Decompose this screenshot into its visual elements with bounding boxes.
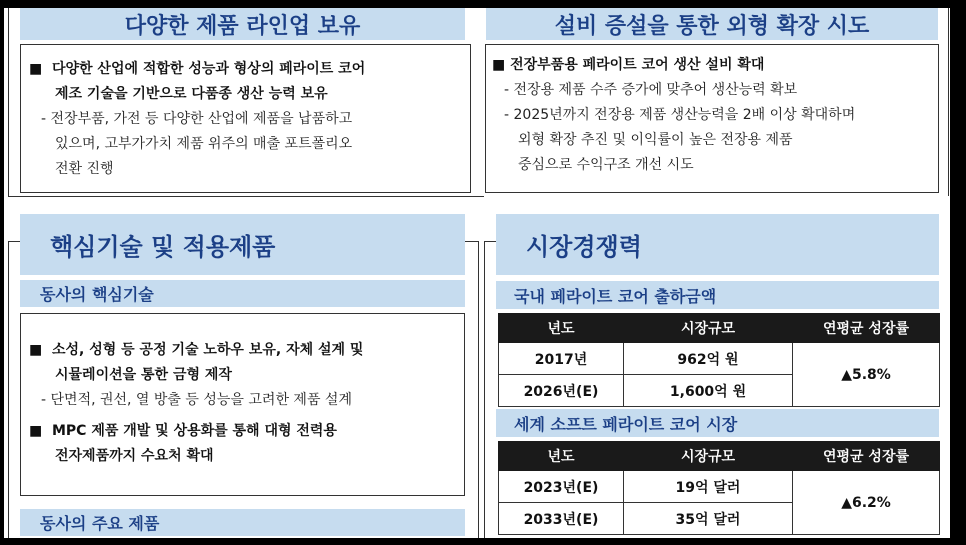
global-market-table [498, 441, 940, 535]
core-tech-bullet-2: ■ MPC 제품 개발 및 상용화를 통해 대형 전력용 전자제품까지 수요처 확대 [29, 423, 337, 464]
facility-expansion-title-band [486, 8, 938, 40]
core-tech-subtitle: 동사의 핵심기술 [40, 285, 154, 304]
table-row [499, 343, 940, 375]
global-year-1: 2023년(E) [499, 471, 624, 503]
global-size-1: 19억 달러 [624, 471, 793, 503]
top-frame-bar [0, 0, 966, 8]
core-tech-bullet-1: ■ 소성, 성형 등 공정 기술 노하우 보유, 자체 설계 및 시뮬레이션을 통한 금형 제작 [29, 342, 364, 383]
domestic-market-subtitle: 국내 페라이트 코어 출하금액 [514, 286, 717, 306]
core-tech-subtitle-band [20, 280, 465, 307]
lineup-bullet: ■ 다양한 산업에 적합한 성능과 형상의 페라이트 코어 제조 기술을 기반으로 다품종 생산 능력 보유 [29, 61, 366, 102]
domestic-header-cagr: 연평균 성장률 [793, 314, 940, 343]
facility-detail-2: - 2025년까지 전장용 제품 생산능력을 2배 이상 확대하며 외형 확장 추진 및 이익률이 높은 전장용 제품 중심으로 수익구조 개선 시도 [504, 107, 856, 173]
domestic-size-1: 962억 원 [624, 343, 793, 375]
main-products-subtitle: 동사의 주요 제품 [40, 514, 160, 533]
global-header-cagr: 연평균 성장률 [793, 442, 940, 471]
left-frame-bar [0, 0, 4, 545]
main-products-subtitle-band [20, 509, 465, 536]
domestic-header-year: 년도 [499, 314, 624, 343]
global-size-2: 35억 달러 [624, 503, 793, 535]
global-market-subtitle-band [496, 409, 939, 437]
core-tech-title: 핵심기술 및 적용제품 [50, 233, 276, 261]
bottom-frame-bar [0, 538, 966, 545]
lineup-detail: - 전장부품, 가전 등 다양한 산업에 제품을 납품하고 있으며, 고부가가치 제품 위주의 매출 포트폴리오 전환 진행 [41, 111, 353, 177]
product-lineup-title: 다양한 제품 라인업 보유 [124, 13, 361, 39]
market-title-band [496, 214, 939, 275]
global-header-size: 시장규모 [624, 442, 793, 471]
facility-expansion-box [485, 44, 939, 193]
domestic-year-1: 2017년 [499, 343, 624, 375]
domestic-market-subtitle-band [496, 281, 939, 309]
right-frame-bar [950, 0, 966, 545]
product-lineup-box [20, 44, 471, 193]
core-tech-detail-1: - 단면적, 권선, 열 방출 등 성능을 고려한 제품 설계 [41, 392, 352, 408]
domestic-header-size: 시장규모 [624, 314, 793, 343]
core-tech-box [20, 313, 465, 496]
global-year-2: 2033년(E) [499, 503, 624, 535]
facility-bullet: ■ 전장부품용 페라이트 코어 생산 설비 확대 [492, 57, 765, 73]
domestic-cagr: ▲5.8% [793, 343, 940, 407]
market-title: 시장경쟁력 [526, 233, 642, 261]
product-lineup-title-band [20, 8, 465, 40]
global-market-subtitle: 세계 소프트 페라이트 코어 시장 [514, 414, 738, 434]
table-row [499, 471, 940, 503]
core-tech-title-band [20, 214, 465, 275]
facility-detail-1: - 전장용 제품 수주 증가에 맞추어 생산능력 확보 [504, 82, 798, 98]
domestic-size-2: 1,600억 원 [624, 375, 793, 407]
global-cagr: ▲6.2% [793, 471, 940, 535]
domestic-year-2: 2026년(E) [499, 375, 624, 407]
facility-expansion-title: 설비 증설을 통한 외형 확장 시도 [554, 13, 870, 39]
domestic-market-table [498, 313, 940, 407]
global-header-year: 년도 [499, 442, 624, 471]
